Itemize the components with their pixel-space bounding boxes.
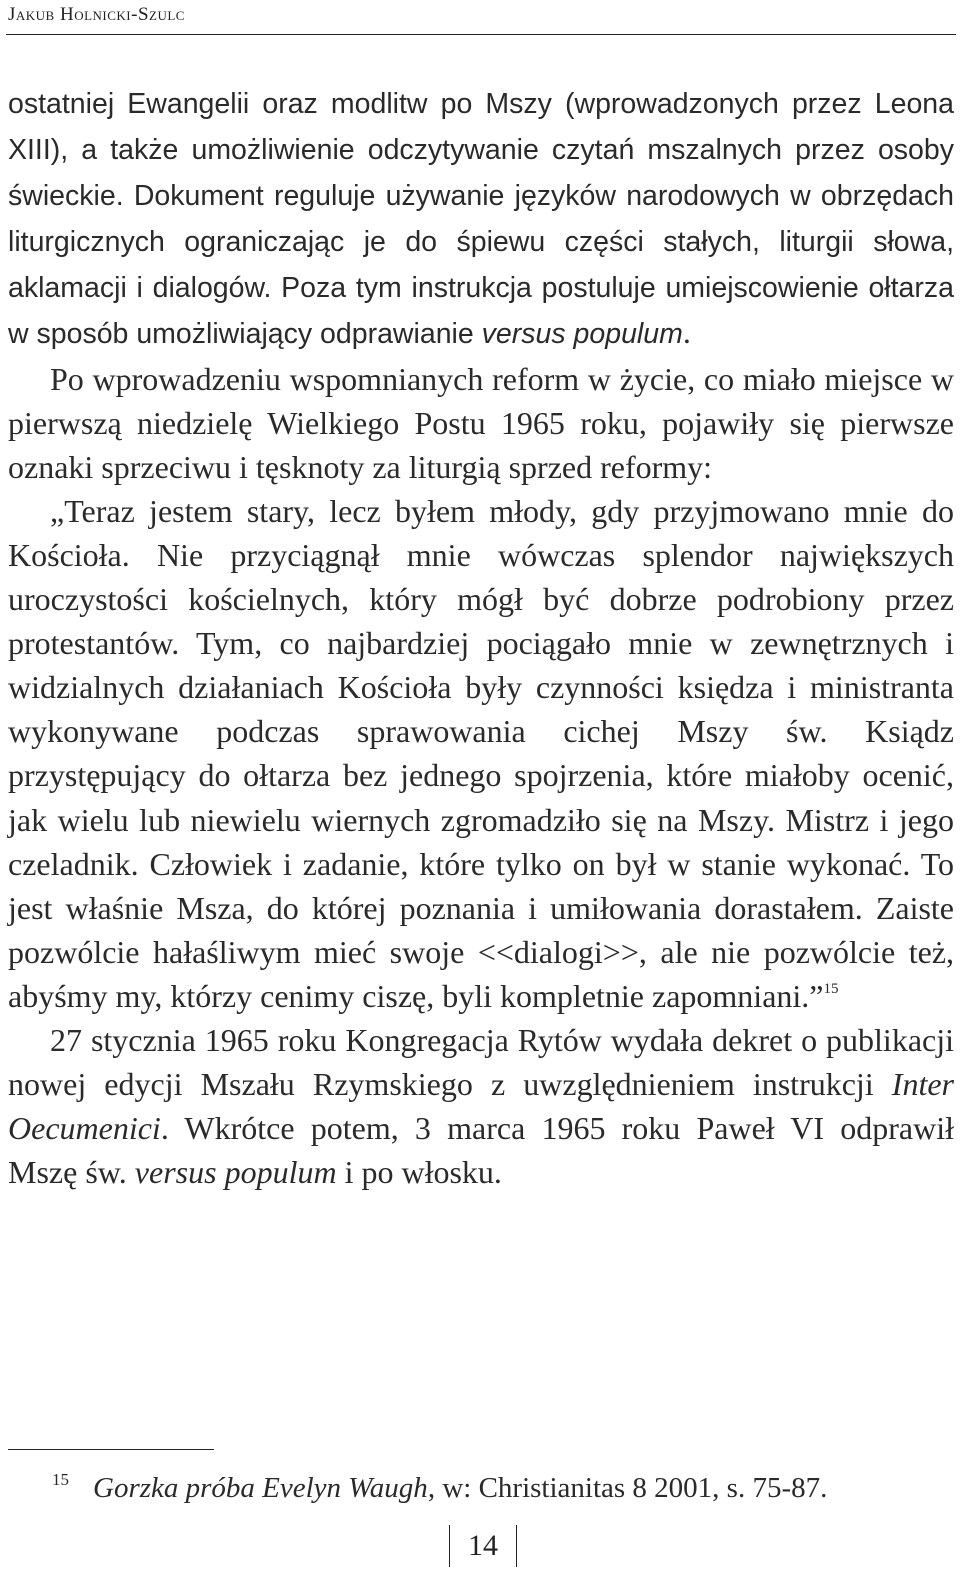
paragraph-2-text: Po wprowadzeniu wspomnianych reform w życie, co miało miejsce w pierwszą niedzielę Wielkiego Postu 1965 roku, pojawiły się pierwsze oznaki sprzeciwu i tęsknoty za liturgią sprzed reformy: (8, 360, 954, 485)
quote-text: „Teraz jestem stary, lecz byłem młody, gdy przyjmowano mnie do Kościoła. Nie przyciągnął mnie wówczas splendor największych uroczystości kościelnych, który mógł być dobrze podrobiony przez protestantów. Tym, co najbardziej pociągało mnie w zewnętrznych i widzialnych działaniach Kościoła były czynności księdza i ministranta wykonywane podczas sprawowania cichej Mszy św. Ksiądz przystępujący do ołtarza bez jednego spojrzenia, które miałoby ocenić, jak wielu lub niewielu wiernych zgromadziło się na Mszy. Mistrz i jego czeladnik. Człowiek i zadanie, które tylko on był w stanie wykonać. To jest właśnie Msza, do której poznania i umiłowania dorastałem. Zaiste pozwólcie hałaśliwym mieć swoje <<dialogi>>, ale nie pozwólcie też, abyśmy my, którzy cenimy ciszę, byli kompletnie zapomniani.” (8, 492, 954, 1014)
paragraph-1-italic: versus populum (481, 318, 683, 351)
paragraph-3-italic-2: versus populum (134, 1154, 337, 1191)
paragraph-3-text-c: i po włosku. (336, 1154, 502, 1191)
footnote (8, 1462, 954, 1506)
main-text (8, 80, 954, 1194)
header-rule (6, 34, 956, 35)
paragraph-1 (8, 80, 954, 357)
paragraph-3-italic-1: Inter Oecumenici (8, 1066, 954, 1147)
paragraph-3-text-b: . Wkrótce potem, 3 marca 1965 roku Paweł VI odprawił Mszę św. (8, 1110, 954, 1191)
footnote-rule (8, 1449, 214, 1450)
paragraph-1-text: ostatniej Ewangelii oraz modlitw po Mszy (wprowadzonych przez Leona XIII), a także umożliwienie odczytywanie czytań mszalnych przez osoby świeckie. Dokument reguluje używanie języków narodowych w obrzędach liturgicznych ograniczając je do śpiewu części stałych, liturgii słowa, aklamacji i dialogów. Poza tym instrukcja postuluje umiejscowienie ołtarza w sposób umożliwiający odprawianie (8, 88, 954, 351)
footnote-number: 15 (52, 1470, 69, 1489)
paragraph-1-end: . (682, 314, 691, 351)
footnote-reference[interactable]: 15 (823, 980, 839, 997)
footnote-citation: , w: Christianitas 8 2001, s. 75-87. (427, 1472, 828, 1504)
block-quote (8, 489, 954, 1018)
paragraph-3-text-a: 27 stycznia 1965 roku Kongregacja Rytów wydała dekret o publikacji nowej edycji Mszału Rzymskiego z uwzględnieniem instrukcji (8, 1021, 954, 1103)
page-number: 14 (449, 1525, 517, 1567)
paragraph-2 (8, 357, 954, 489)
footnote-title: Gorzka próba Evelyn Waugh (93, 1472, 428, 1504)
author-name: Jakub Holnicki-Szulc (8, 4, 185, 25)
paragraph-3 (8, 1018, 954, 1194)
running-header (8, 4, 956, 26)
